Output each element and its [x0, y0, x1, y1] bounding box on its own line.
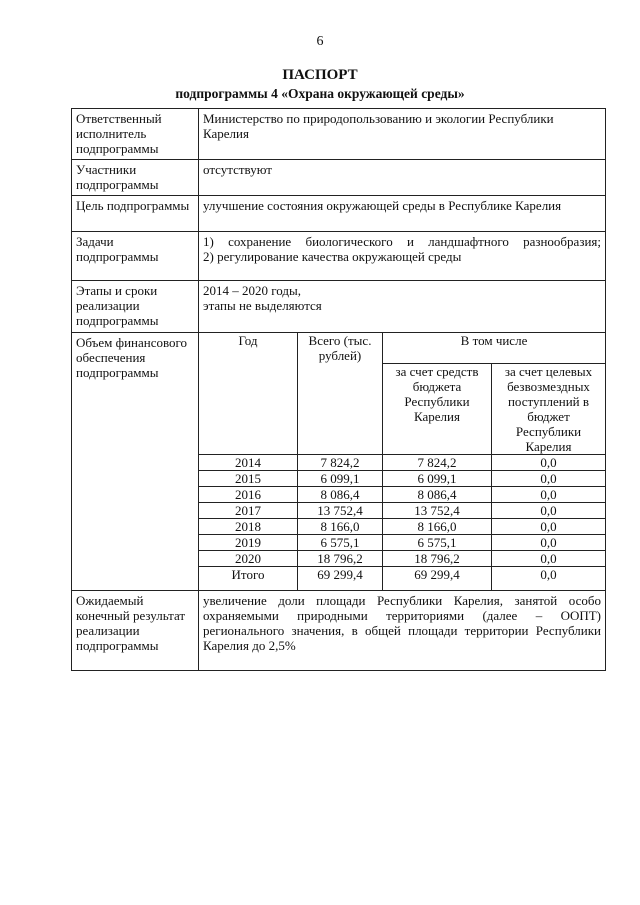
fin-cell-year: 2020: [199, 550, 298, 566]
fin-cell-total: 18 796,2: [298, 550, 383, 566]
financing-label: Объем финансового обеспечения подпрограммы: [72, 333, 199, 591]
fin-year-row: [199, 486, 605, 502]
fin-cell-grants: 0,0: [492, 566, 606, 590]
fin-cell-grants: 0,0: [492, 502, 606, 518]
stages-value-2: этапы не выделяются: [203, 298, 322, 313]
fin-cell-year: Итого: [199, 566, 298, 590]
fin-cell-total: 7 824,2: [298, 454, 383, 470]
fin-cell-grants: 0,0: [492, 486, 606, 502]
financing-cell: [199, 333, 606, 591]
result-value: увеличение доли площади Республики Карелия, занятой особо охраняемыми природными территориями (далее – ООПТ) регионального значения, в общей площади территории Республики Карелия до 2,5%: [199, 591, 606, 671]
fin-cell-budget: 8 086,4: [383, 486, 492, 502]
tasks-value-1: 1) сохранение биологического и ландшафтного разнообразия;: [203, 234, 601, 249]
row-executor: [72, 109, 606, 160]
fin-cell-budget: 7 824,2: [383, 454, 492, 470]
fin-header-including: В том числе: [383, 333, 606, 363]
row-goal: [72, 196, 606, 232]
fin-cell-total: 13 752,4: [298, 502, 383, 518]
stages-value-1: 2014 – 2020 годы,: [203, 283, 301, 298]
fin-cell-budget: 8 166,0: [383, 518, 492, 534]
executor-value: Министерство по природопользованию и экологии Республики Карелия: [199, 109, 606, 160]
fin-cell-grants: 0,0: [492, 470, 606, 486]
fin-cell-grants: 0,0: [492, 518, 606, 534]
fin-cell-budget: 6 575,1: [383, 534, 492, 550]
fin-cell-budget: 18 796,2: [383, 550, 492, 566]
fin-cell-year: 2015: [199, 470, 298, 486]
goal-label: Цель подпрограммы: [72, 196, 199, 232]
fin-cell-budget: 6 099,1: [383, 470, 492, 486]
document-subtitle: подпрограммы 4 «Охрана окружающей среды»: [175, 86, 465, 101]
executor-label: Ответственный исполнитель подпрограммы: [72, 109, 199, 160]
result-label: Ожидаемый конечный результат реализации подпрограммы: [72, 591, 199, 671]
participants-label: Участники подпрограммы: [72, 160, 199, 196]
row-result: [72, 591, 606, 671]
page-number: 6: [316, 34, 324, 49]
fin-year-row: [199, 518, 605, 534]
fin-year-row: [199, 454, 605, 470]
fin-cell-grants: 0,0: [492, 534, 606, 550]
fin-cell-budget: 13 752,4: [383, 502, 492, 518]
tasks-label: Задачи подпрограммы: [72, 232, 199, 281]
fin-year-row: [199, 534, 605, 550]
tasks-value-2: 2) регулирование качества окружающей среды: [203, 249, 462, 264]
fin-cell-year: 2017: [199, 502, 298, 518]
fin-header-year: Год: [238, 333, 258, 348]
financing-table: [199, 333, 605, 590]
fin-cell-year: 2016: [199, 486, 298, 502]
fin-cell-year: 2018: [199, 518, 298, 534]
stages-value: [199, 281, 606, 333]
fin-year-row: [199, 470, 605, 486]
fin-cell-total: 8 086,4: [298, 486, 383, 502]
fin-header-budget: за счет средств бюджета Республики Карелия: [383, 363, 492, 454]
fin-cell-grants: 0,0: [492, 550, 606, 566]
row-tasks: [72, 232, 606, 281]
fin-cell-total: 6 575,1: [298, 534, 383, 550]
fin-total-row: [199, 566, 605, 590]
fin-cell-grants: 0,0: [492, 454, 606, 470]
goal-value: улучшение состояния окружающей среды в Республике Карелия: [199, 196, 606, 232]
participants-value: отсутствуют: [199, 160, 606, 196]
row-participants: [72, 160, 606, 196]
fin-cell-total: 6 099,1: [298, 470, 383, 486]
fin-header-grants: за счет целевых безвозмездных поступлений в бюджет Республики Карелия: [492, 363, 606, 454]
fin-year-row: [199, 550, 605, 566]
stages-label: Этапы и сроки реализации подпрограммы: [72, 281, 199, 333]
row-financing: [72, 333, 606, 591]
tasks-value: [199, 232, 606, 281]
fin-cell-year: 2014: [199, 454, 298, 470]
row-stages: [72, 281, 606, 333]
passport-table: [71, 108, 606, 671]
document-title: ПАСПОРТ: [282, 67, 358, 83]
fin-year-row: [199, 502, 605, 518]
fin-cell-year: 2019: [199, 534, 298, 550]
fin-cell-total: 69 299,4: [298, 566, 383, 590]
fin-header-total: Всего (тыс. рублей): [298, 333, 383, 454]
fin-cell-total: 8 166,0: [298, 518, 383, 534]
fin-cell-budget: 69 299,4: [383, 566, 492, 590]
